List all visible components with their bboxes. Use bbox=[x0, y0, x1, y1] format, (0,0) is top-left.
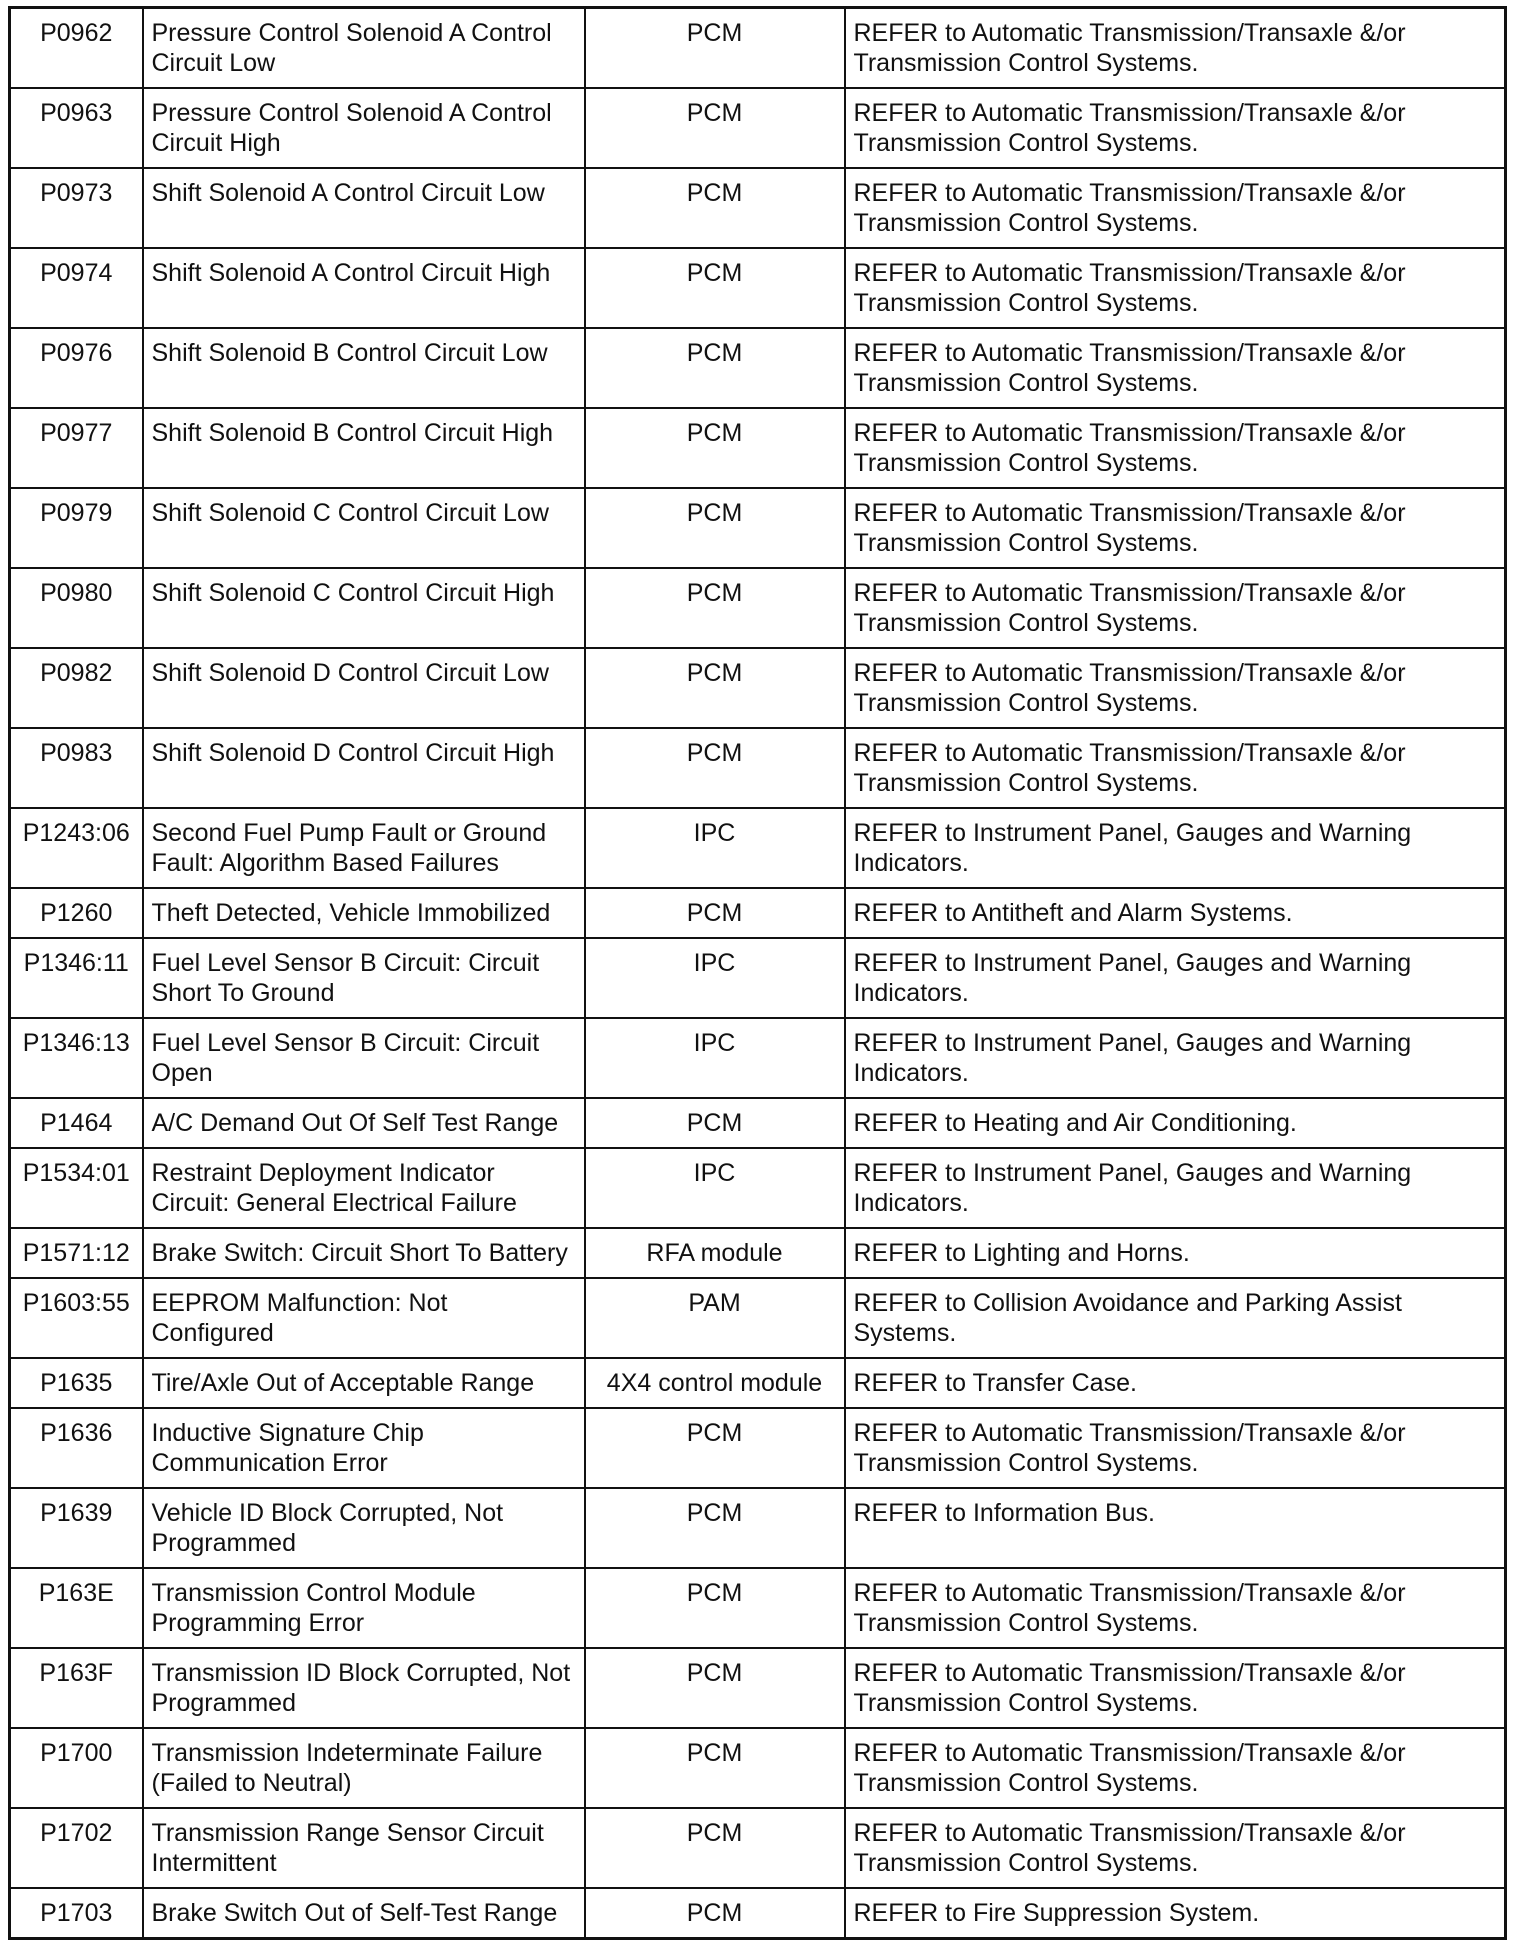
table-row bbox=[10, 808, 1506, 888]
dtc-action: REFER to Fire Suppression System. bbox=[845, 1888, 1506, 1939]
table-row bbox=[10, 88, 1506, 168]
dtc-description: Theft Detected, Vehicle Immobilized bbox=[143, 888, 585, 938]
dtc-code: P0982 bbox=[10, 648, 143, 728]
dtc-description: Inductive Signature Chip Communication Error bbox=[143, 1408, 585, 1488]
dtc-action: REFER to Automatic Transmission/Transaxle &/or Transmission Control Systems. bbox=[845, 88, 1506, 168]
dtc-code: P0980 bbox=[10, 568, 143, 648]
dtc-description: Shift Solenoid B Control Circuit High bbox=[143, 408, 585, 488]
dtc-code: P0973 bbox=[10, 168, 143, 248]
dtc-action: REFER to Instrument Panel, Gauges and Warning Indicators. bbox=[845, 1018, 1506, 1098]
table-row bbox=[10, 1018, 1506, 1098]
dtc-action: REFER to Automatic Transmission/Transaxle &/or Transmission Control Systems. bbox=[845, 1728, 1506, 1808]
dtc-code: P0983 bbox=[10, 728, 143, 808]
table-row bbox=[10, 1228, 1506, 1278]
table-row bbox=[10, 938, 1506, 1018]
table-row bbox=[10, 888, 1506, 938]
dtc-module: PCM bbox=[585, 408, 845, 488]
dtc-description: Pressure Control Solenoid A Control Circuit High bbox=[143, 88, 585, 168]
dtc-module: PCM bbox=[585, 1648, 845, 1728]
dtc-action: REFER to Instrument Panel, Gauges and Warning Indicators. bbox=[845, 938, 1506, 1018]
dtc-action: REFER to Automatic Transmission/Transaxle &/or Transmission Control Systems. bbox=[845, 328, 1506, 408]
dtc-table bbox=[8, 6, 1507, 1940]
dtc-module: PCM bbox=[585, 488, 845, 568]
dtc-action: REFER to Automatic Transmission/Transaxle &/or Transmission Control Systems. bbox=[845, 1568, 1506, 1648]
table-row bbox=[10, 488, 1506, 568]
dtc-description: EEPROM Malfunction: Not Configured bbox=[143, 1278, 585, 1358]
table-row bbox=[10, 1408, 1506, 1488]
dtc-module: PAM bbox=[585, 1278, 845, 1358]
dtc-description: Restraint Deployment Indicator Circuit: General Electrical Failure bbox=[143, 1148, 585, 1228]
dtc-description: Fuel Level Sensor B Circuit: Circuit Short To Ground bbox=[143, 938, 585, 1018]
dtc-action: REFER to Heating and Air Conditioning. bbox=[845, 1098, 1506, 1148]
dtc-code: P1346:11 bbox=[10, 938, 143, 1018]
dtc-description: Second Fuel Pump Fault or Ground Fault: Algorithm Based Failures bbox=[143, 808, 585, 888]
dtc-module: IPC bbox=[585, 938, 845, 1018]
dtc-module: PCM bbox=[585, 1098, 845, 1148]
dtc-module: PCM bbox=[585, 728, 845, 808]
table-row bbox=[10, 568, 1506, 648]
dtc-description: Fuel Level Sensor B Circuit: Circuit Open bbox=[143, 1018, 585, 1098]
dtc-description: Shift Solenoid B Control Circuit Low bbox=[143, 328, 585, 408]
table-row bbox=[10, 408, 1506, 488]
dtc-module: PCM bbox=[585, 1728, 845, 1808]
table-row bbox=[10, 1098, 1506, 1148]
dtc-module: IPC bbox=[585, 808, 845, 888]
dtc-module: PCM bbox=[585, 1888, 845, 1939]
dtc-table-body bbox=[10, 8, 1506, 1939]
dtc-action: REFER to Collision Avoidance and Parking Assist Systems. bbox=[845, 1278, 1506, 1358]
dtc-action: REFER to Instrument Panel, Gauges and Warning Indicators. bbox=[845, 808, 1506, 888]
table-row bbox=[10, 248, 1506, 328]
dtc-module: PCM bbox=[585, 168, 845, 248]
table-row bbox=[10, 648, 1506, 728]
dtc-module: PCM bbox=[585, 1408, 845, 1488]
dtc-description: Tire/Axle Out of Acceptable Range bbox=[143, 1358, 585, 1408]
table-row bbox=[10, 1728, 1506, 1808]
dtc-description: Brake Switch Out of Self-Test Range bbox=[143, 1888, 585, 1939]
dtc-module: PCM bbox=[585, 328, 845, 408]
table-row bbox=[10, 8, 1506, 89]
dtc-action: REFER to Automatic Transmission/Transaxle &/or Transmission Control Systems. bbox=[845, 248, 1506, 328]
dtc-code: P1534:01 bbox=[10, 1148, 143, 1228]
table-row bbox=[10, 1148, 1506, 1228]
dtc-module: 4X4 control module bbox=[585, 1358, 845, 1408]
table-row bbox=[10, 1888, 1506, 1939]
dtc-code: P163F bbox=[10, 1648, 143, 1728]
dtc-code: P0976 bbox=[10, 328, 143, 408]
dtc-module: PCM bbox=[585, 8, 845, 89]
dtc-description: A/C Demand Out Of Self Test Range bbox=[143, 1098, 585, 1148]
dtc-module: PCM bbox=[585, 1568, 845, 1648]
dtc-code: P1603:55 bbox=[10, 1278, 143, 1358]
dtc-module: IPC bbox=[585, 1018, 845, 1098]
dtc-code: P1571:12 bbox=[10, 1228, 143, 1278]
dtc-description: Shift Solenoid A Control Circuit High bbox=[143, 248, 585, 328]
dtc-action: REFER to Automatic Transmission/Transaxle &/or Transmission Control Systems. bbox=[845, 648, 1506, 728]
dtc-action: REFER to Automatic Transmission/Transaxle &/or Transmission Control Systems. bbox=[845, 1808, 1506, 1888]
dtc-description: Shift Solenoid C Control Circuit Low bbox=[143, 488, 585, 568]
dtc-description: Transmission Indeterminate Failure (Failed to Neutral) bbox=[143, 1728, 585, 1808]
dtc-description: Shift Solenoid D Control Circuit Low bbox=[143, 648, 585, 728]
dtc-action: REFER to Automatic Transmission/Transaxle &/or Transmission Control Systems. bbox=[845, 168, 1506, 248]
dtc-description: Shift Solenoid D Control Circuit High bbox=[143, 728, 585, 808]
table-row bbox=[10, 1808, 1506, 1888]
dtc-description: Transmission Control Module Programming Error bbox=[143, 1568, 585, 1648]
dtc-action: REFER to Automatic Transmission/Transaxle &/or Transmission Control Systems. bbox=[845, 1648, 1506, 1728]
dtc-module: PCM bbox=[585, 568, 845, 648]
dtc-code: P163E bbox=[10, 1568, 143, 1648]
dtc-action: REFER to Automatic Transmission/Transaxle &/or Transmission Control Systems. bbox=[845, 1408, 1506, 1488]
dtc-module: PCM bbox=[585, 248, 845, 328]
dtc-code: P0962 bbox=[10, 8, 143, 89]
dtc-code: P1639 bbox=[10, 1488, 143, 1568]
dtc-code: P0977 bbox=[10, 408, 143, 488]
dtc-code: P1346:13 bbox=[10, 1018, 143, 1098]
dtc-action: REFER to Automatic Transmission/Transaxle &/or Transmission Control Systems. bbox=[845, 568, 1506, 648]
dtc-code: P0979 bbox=[10, 488, 143, 568]
dtc-code: P0974 bbox=[10, 248, 143, 328]
dtc-action: REFER to Antitheft and Alarm Systems. bbox=[845, 888, 1506, 938]
dtc-code: P1260 bbox=[10, 888, 143, 938]
table-row bbox=[10, 1648, 1506, 1728]
table-row bbox=[10, 728, 1506, 808]
dtc-module: IPC bbox=[585, 1148, 845, 1228]
table-row bbox=[10, 328, 1506, 408]
dtc-description: Transmission ID Block Corrupted, Not Programmed bbox=[143, 1648, 585, 1728]
dtc-code: P1700 bbox=[10, 1728, 143, 1808]
dtc-action: REFER to Automatic Transmission/Transaxle &/or Transmission Control Systems. bbox=[845, 488, 1506, 568]
dtc-action: REFER to Information Bus. bbox=[845, 1488, 1506, 1568]
table-row bbox=[10, 168, 1506, 248]
dtc-action: REFER to Lighting and Horns. bbox=[845, 1228, 1506, 1278]
dtc-module: PCM bbox=[585, 1488, 845, 1568]
dtc-module: PCM bbox=[585, 888, 845, 938]
dtc-action: REFER to Automatic Transmission/Transaxle &/or Transmission Control Systems. bbox=[845, 408, 1506, 488]
dtc-description: Pressure Control Solenoid A Control Circuit Low bbox=[143, 8, 585, 89]
dtc-module: RFA module bbox=[585, 1228, 845, 1278]
dtc-description: Brake Switch: Circuit Short To Battery bbox=[143, 1228, 585, 1278]
table-row bbox=[10, 1358, 1506, 1408]
dtc-action: REFER to Transfer Case. bbox=[845, 1358, 1506, 1408]
table-row bbox=[10, 1488, 1506, 1568]
dtc-description: Shift Solenoid A Control Circuit Low bbox=[143, 168, 585, 248]
dtc-code: P1243:06 bbox=[10, 808, 143, 888]
table-row bbox=[10, 1278, 1506, 1358]
dtc-description: Transmission Range Sensor Circuit Intermittent bbox=[143, 1808, 585, 1888]
dtc-module: PCM bbox=[585, 1808, 845, 1888]
dtc-code: P1636 bbox=[10, 1408, 143, 1488]
dtc-action: REFER to Automatic Transmission/Transaxle &/or Transmission Control Systems. bbox=[845, 8, 1506, 89]
table-row bbox=[10, 1568, 1506, 1648]
dtc-description: Shift Solenoid C Control Circuit High bbox=[143, 568, 585, 648]
dtc-module: PCM bbox=[585, 88, 845, 168]
dtc-code: P1635 bbox=[10, 1358, 143, 1408]
dtc-module: PCM bbox=[585, 648, 845, 728]
dtc-code: P1464 bbox=[10, 1098, 143, 1148]
dtc-action: REFER to Instrument Panel, Gauges and Warning Indicators. bbox=[845, 1148, 1506, 1228]
dtc-action: REFER to Automatic Transmission/Transaxle &/or Transmission Control Systems. bbox=[845, 728, 1506, 808]
dtc-code: P0963 bbox=[10, 88, 143, 168]
dtc-description: Vehicle ID Block Corrupted, Not Programmed bbox=[143, 1488, 585, 1568]
dtc-code: P1703 bbox=[10, 1888, 143, 1939]
dtc-code: P1702 bbox=[10, 1808, 143, 1888]
